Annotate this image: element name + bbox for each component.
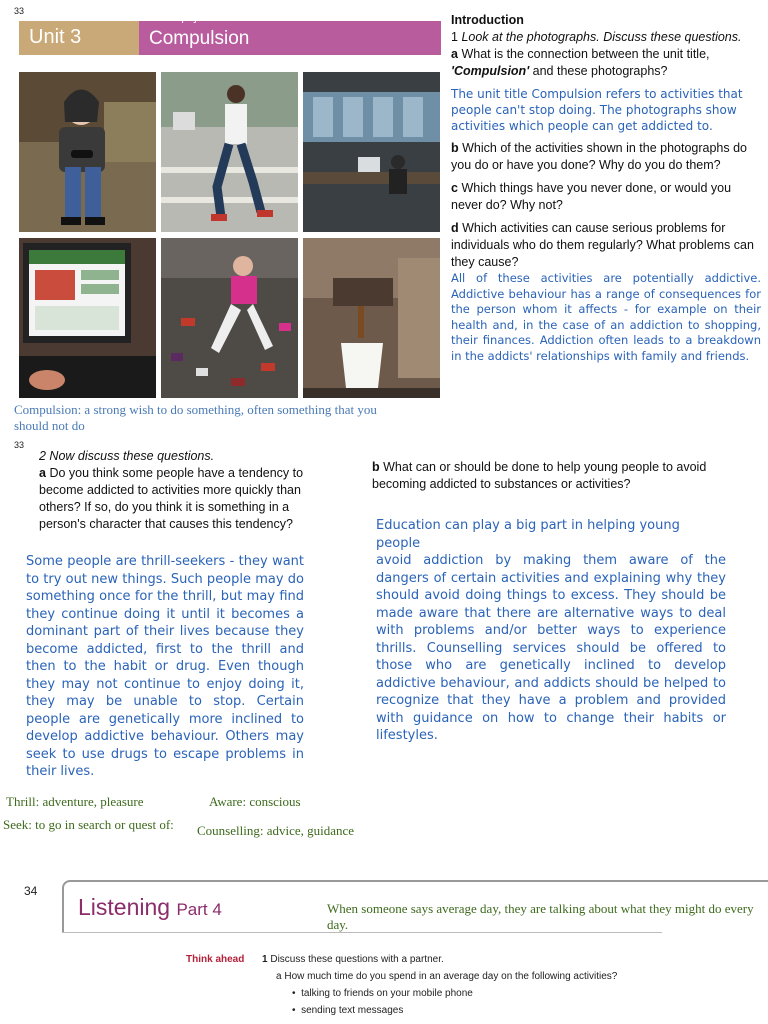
q2-question-a (39, 465, 329, 533)
glossary-thrill: Thrill: adventure, pleasure (6, 794, 144, 809)
q2-question-b (372, 459, 732, 493)
listening-note: When someone says average day, they are talking about what they might do every day. (327, 901, 754, 932)
online-shopping-photo (19, 238, 156, 398)
intro-answer-a: The unit title Compulsion refers to activities that people can't stop doing. The photographs show activities which people can get addicted to. (451, 87, 743, 133)
intro-question-b (451, 140, 761, 174)
listening-question-1 (262, 951, 444, 968)
glossary-seek: Seek: to go in search or quest of: (3, 817, 174, 832)
q2-heading: 2 Now discuss these questions. (39, 449, 215, 463)
office-photo (303, 72, 440, 232)
think-ahead-label: Think ahead (186, 954, 245, 965)
gamer-photo (19, 72, 156, 232)
q2-answer-a: Some people are thrill-seekers - they want to try out new things. Such people may do something once for the thrill, but may find they continue doing it until it becomes a dominant part of their lives because they become addicted, first to the thrill and then to the habit or drug. Even though they may not continue to enjoy doing it, they may be unable to stop. Certain people are genetically more inclined to develop addictive behaviour. Others may seek to use drugs to escape problems in their lives. (26, 554, 304, 779)
qd-text: Which activities can cause serious problems for individuals who do them regularly? What problems can they cause? (451, 221, 754, 269)
unit-header (19, 13, 441, 55)
introduction-column (451, 12, 761, 364)
listening-title (78, 894, 222, 921)
unit-phonetic: /kəm pʌlʃən/ (157, 13, 211, 24)
page-number: 33 (14, 6, 25, 16)
q1-text: Look at the photographs. Discuss these questions. (461, 30, 742, 44)
bullet-text: talking to friends on your mobile phone (301, 988, 473, 999)
qa-letter: a (451, 47, 458, 61)
glossary-aware: Aware: conscious (209, 794, 301, 809)
q1-number: 1 (451, 30, 458, 44)
intro-answer-d: All of these activities are potentially addictive. Addictive behaviour has a range of consequences for the person whom it affects - for example on their health and, in the case of an addiction to shopping, their finances. Addiction often leads to a breakdown in the addicts' relationships with family and friends. (451, 271, 761, 363)
q2a-letter: a (39, 466, 46, 480)
qa-text-before: What is the connection between the unit title, (461, 47, 710, 61)
intro-question-1 (451, 29, 761, 46)
lqa-text: How much time do you spend in an average day on the following activities? (284, 971, 618, 982)
bullet-text: sending text messages (301, 1005, 404, 1016)
q2a-text: Do you think some people have a tendency to become addicted to activities more quickly than others? If so, do you think it is something in a person's character that causes this tendency? (39, 466, 304, 531)
section2-left (39, 448, 329, 533)
walker-with-phone-photo (161, 72, 298, 232)
qc-text: Which things have you never done, or would you never do? Why not? (451, 181, 732, 212)
bullet-item: • sending text messages (292, 1005, 404, 1016)
page-number: 33 (14, 440, 25, 450)
glossary-counselling: Counselling: advice, guidance (197, 823, 355, 838)
shoe-shopping-photo (161, 238, 298, 398)
qa-title-quote: 'Compulsion' (451, 64, 530, 78)
qd-letter: d (451, 221, 459, 235)
listening-title-text: Listening (78, 894, 171, 920)
intro-question-c (451, 180, 761, 214)
intro-question-a (451, 46, 761, 80)
q2b-text: What can or should be done to help young people to avoid becoming addicted to substances or activities? (372, 460, 707, 491)
coffee-machine-photo (303, 238, 440, 398)
introduction-heading: Introduction (451, 13, 524, 27)
q2b-letter: b (372, 460, 380, 474)
listening-part: Part 4 (176, 900, 222, 919)
lqa-letter: a (276, 971, 282, 982)
qb-text: Which of the activities shown in the photographs do you do or have you done? Why do you do them? (451, 141, 748, 172)
compulsion-definition: Compulsion: a strong wish to do something, often something that you should not do (14, 402, 377, 433)
divider (62, 932, 662, 933)
bullet-item: • talking to friends on your mobile phone (292, 988, 473, 999)
page-number: 34 (24, 884, 38, 898)
lq1-text: Discuss these questions with a partner. (270, 954, 444, 965)
q2-answer-b: avoid addiction by making them aware of the dangers of certain activities and explaining why they should avoid doing things to excess. They should be made aware that there are alternative ways to deal with problems and/or better ways to experience thrills. Counselling services should be offered to those who are genetically inclined to develop addictive behaviour, and addicts should be helped to recognize that they have a problem and provided with guidance on how to change their habits or lifestyles. (376, 553, 726, 743)
unit-label: Unit 3 (29, 26, 82, 48)
qa-text-after: and these photographs? (532, 64, 668, 78)
unit-label-block (19, 21, 139, 55)
listening-question-a (276, 968, 617, 985)
unit-title-block (139, 13, 441, 55)
q2-answer-b-line1: Education can play a big part in helping young people (376, 518, 680, 551)
qc-letter: c (451, 181, 458, 195)
unit-title: Compulsion (149, 28, 250, 49)
lq1-number: 1 (262, 954, 268, 965)
qb-letter: b (451, 141, 459, 155)
intro-question-d (451, 220, 761, 271)
